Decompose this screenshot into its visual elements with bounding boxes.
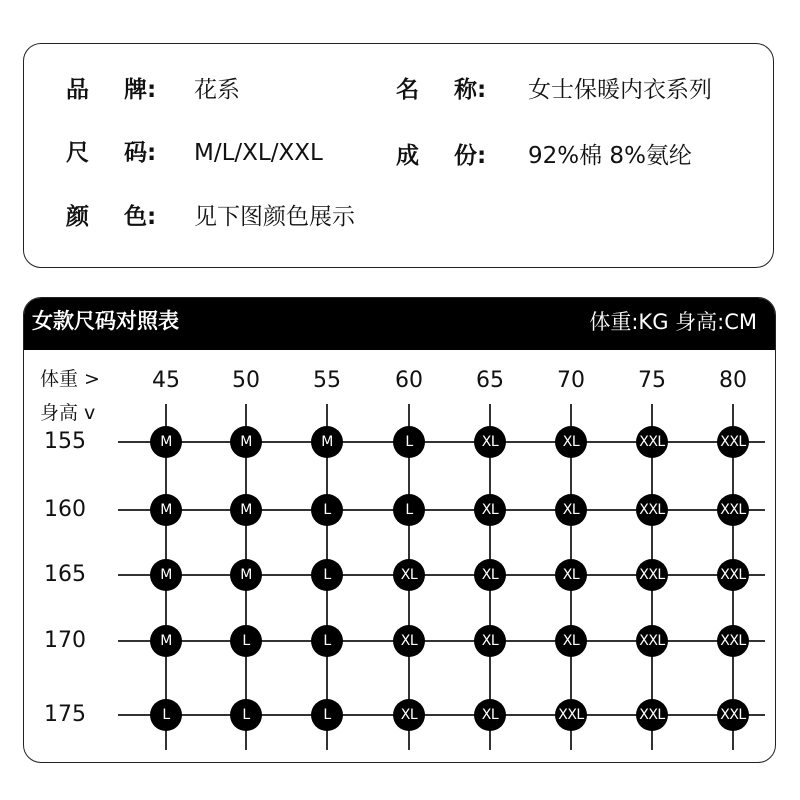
size-marker: M: [150, 494, 182, 526]
height-row-header: 160: [44, 497, 86, 522]
size-marker: L: [311, 494, 343, 526]
size-marker: XXL: [636, 625, 668, 657]
height-row-header: 165: [44, 562, 86, 587]
brand-value: 花系: [194, 77, 240, 103]
size-marker: XXL: [636, 559, 668, 591]
size-marker: XL: [555, 559, 587, 591]
size-marker: XL: [555, 426, 587, 458]
size-marker: XXL: [717, 559, 749, 591]
weight-column-header: 80: [719, 368, 747, 393]
size-marker: L: [311, 699, 343, 731]
size-marker: XL: [474, 559, 506, 591]
brand-label: 品 牌:: [66, 77, 157, 103]
size-marker: L: [311, 559, 343, 591]
size-marker: L: [150, 699, 182, 731]
size-value: M/L/XL/XXL: [194, 140, 323, 166]
size-marker: XL: [474, 699, 506, 731]
product-name-label: 名 称:: [396, 77, 487, 103]
size-marker: XL: [555, 625, 587, 657]
size-marker: M: [230, 426, 262, 458]
size-marker: XXL: [717, 625, 749, 657]
height-row-header: 170: [44, 628, 86, 653]
weight-column-header: 70: [557, 368, 585, 393]
size-marker: L: [393, 426, 425, 458]
size-marker: XXL: [636, 494, 668, 526]
size-marker: L: [230, 699, 262, 731]
size-marker: XL: [555, 494, 587, 526]
weight-column-header: 50: [232, 368, 260, 393]
weight-column-header: 65: [476, 368, 504, 393]
height-axis-caption: 身高 v: [40, 402, 96, 424]
size-marker: XXL: [717, 426, 749, 458]
size-marker: XL: [474, 426, 506, 458]
size-chart-title: 女款尺码对照表: [32, 309, 179, 333]
size-marker: L: [393, 494, 425, 526]
size-marker: XXL: [555, 699, 587, 731]
size-chart-header: [24, 298, 775, 350]
size-marker: M: [230, 559, 262, 591]
product-info-card: [23, 43, 774, 268]
size-chart-units: 体重:KG 身高:CM: [589, 310, 757, 334]
size-chart-card: [23, 297, 776, 763]
material-label: 成 份:: [396, 143, 487, 169]
size-marker: XXL: [717, 699, 749, 731]
height-row-header: 175: [44, 702, 86, 727]
size-marker: XXL: [717, 494, 749, 526]
size-marker: XL: [393, 559, 425, 591]
weight-column-header: 55: [313, 368, 341, 393]
size-marker: L: [311, 625, 343, 657]
size-marker: XXL: [636, 699, 668, 731]
size-marker: M: [230, 494, 262, 526]
size-marker: M: [311, 426, 343, 458]
color-label: 颜 色:: [66, 204, 157, 230]
weight-column-header: 45: [152, 368, 180, 393]
weight-column-header: 60: [395, 368, 423, 393]
size-marker: M: [150, 559, 182, 591]
weight-column-header: 75: [638, 368, 666, 393]
material-value: 92%棉 8%氨纶: [528, 143, 692, 169]
size-marker: XL: [474, 625, 506, 657]
size-marker: XL: [393, 699, 425, 731]
size-marker: L: [230, 625, 262, 657]
size-label: 尺 码:: [66, 140, 157, 166]
height-row-header: 155: [44, 429, 86, 454]
size-marker: XXL: [636, 426, 668, 458]
size-marker: M: [150, 426, 182, 458]
size-marker: XL: [474, 494, 506, 526]
product-name-value: 女士保暖内衣系列: [528, 77, 712, 103]
size-marker: M: [150, 625, 182, 657]
size-marker: XL: [393, 625, 425, 657]
color-value: 见下图颜色展示: [194, 204, 355, 230]
weight-axis-caption: 体重 >: [40, 368, 100, 390]
